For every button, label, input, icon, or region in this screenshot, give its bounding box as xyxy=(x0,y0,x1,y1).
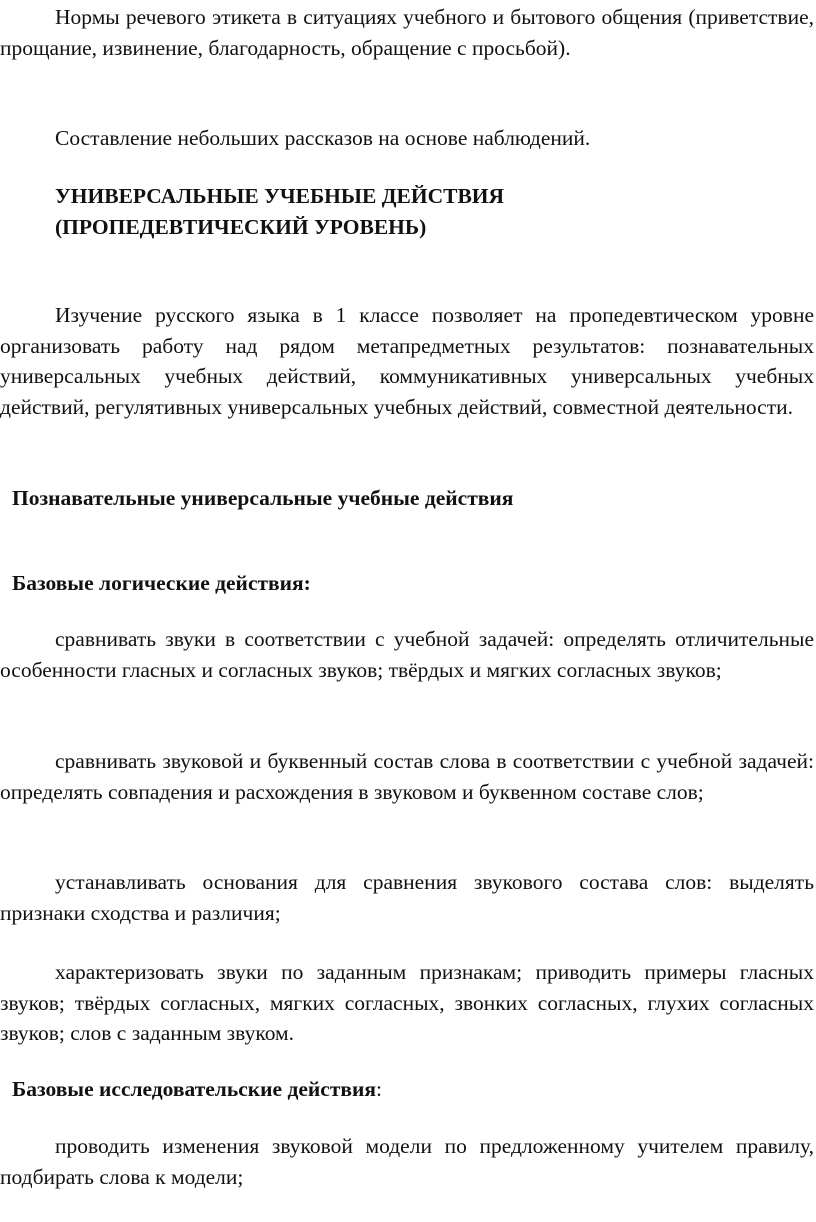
paragraph-short-stories: Составление небольших рассказов на основе наблюдений. xyxy=(55,126,591,150)
section-heading xyxy=(55,181,795,243)
section-heading-line-1: УНИВЕРСАЛЬНЫЕ УЧЕБНЫЕ ДЕЙСТВИЯ xyxy=(55,184,505,208)
paragraph-compare-sounds: сравнивать звуки в соответствии с учебной задачей: определять отличительные особенности гласных и согласных звуков; твёрдых и мягких согласных звуков; xyxy=(0,627,814,682)
paragraph-sound-model: проводить изменения звуковой модели по предложенному учителем правилу, подбирать слова к модели; xyxy=(0,1134,814,1189)
subheading-research-colon: : xyxy=(376,1077,382,1101)
paragraph-characterize-sounds: характеризовать звуки по заданным признакам; приводить примеры гласных звуков; твёрдых согласных, мягких согласных, звонких согласных, глухих согласных звуков; слов с заданным звуком. xyxy=(0,960,814,1045)
paragraph-compare-composition: сравнивать звуковой и буквенный состав слова в соответствии с учебной задачей: определять совпадения и расхождения в звуковом и буквенном составе слов; xyxy=(0,749,814,804)
paragraph-speech-etiquette: Нормы речевого этикета в ситуациях учебного и бытового общения (приветствие, прощание, извинение, благодарность, обращение с просьбой). xyxy=(0,5,814,60)
subheading-research-label: Базовые исследовательские действия xyxy=(12,1077,377,1101)
paragraph-intro: Изучение русского языка в 1 классе позволяет на пропедевтическом уровне организовать работу над рядом метапредметных результатов: познавательных универсальных учебных действий, коммуникативных универсальных учебных действий, регулятивных универсальных учебных действий, совместной деятельности. xyxy=(0,303,814,419)
subheading-research-actions xyxy=(12,1074,802,1105)
paragraph-comparison-basis: устанавливать основания для сравнения звукового состава слов: выделять признаки сходства и различия; xyxy=(0,870,814,925)
subheading-cognitive-actions: Познавательные универсальные учебные действия xyxy=(12,486,514,510)
subheading-logical-actions: Базовые логические действия: xyxy=(12,571,311,595)
section-heading-line-2: (ПРОПЕДЕВТИЧЕСКИЙ УРОВЕНЬ) xyxy=(55,215,427,239)
